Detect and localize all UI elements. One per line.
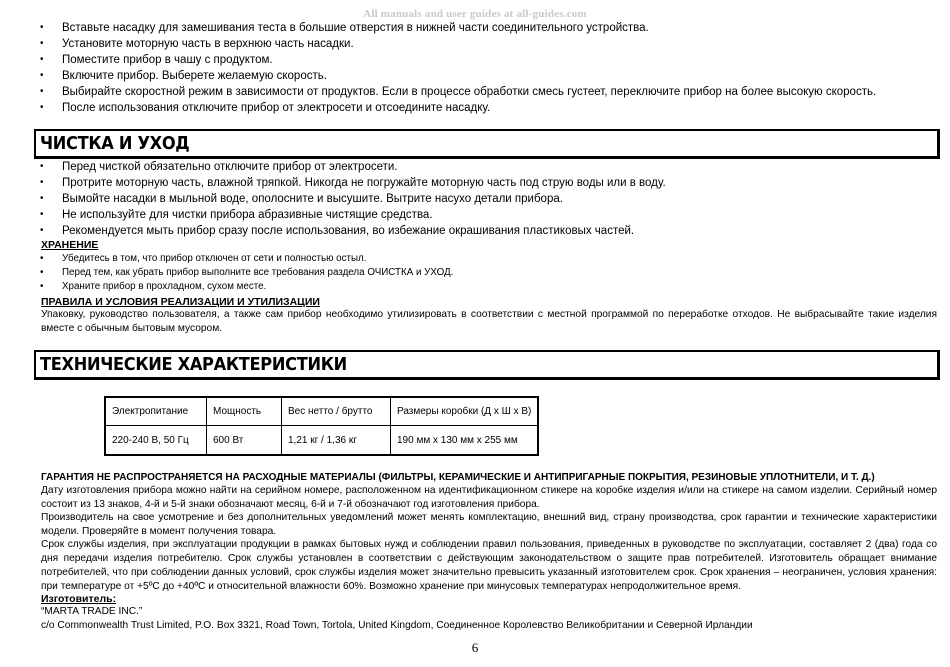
- list-item: • Убедитесь в том, что прибор отключен от сети и полностью остыл.: [40, 253, 367, 264]
- bullet-icon: •: [40, 281, 44, 292]
- list-item: • Перед тем, как убрать прибор выполните все требования раздела ОЧИСТКА и УХОД.: [40, 267, 454, 278]
- warranty-rights-text: Производитель на свое усмотрение и без дополнительных уведомлений может менять комплектацию, внешний вид, страну производства, срок гарантии и технические характеристики модели. Проверяйте в момент получения товара.: [41, 512, 937, 537]
- bullet-icon: •: [40, 267, 44, 278]
- table-header-cell: Мощность: [207, 397, 282, 426]
- list-item: • После использования отключите прибор от электросети и отсоедините насадку.: [40, 102, 491, 114]
- storage-list: [40, 252, 453, 294]
- bullet-icon: •: [40, 70, 44, 81]
- cleaning-list: [40, 159, 666, 239]
- bullet-icon: •: [40, 177, 44, 188]
- bullet-icon: •: [40, 193, 44, 204]
- watermark: All manuals and user guides at all-guides.com: [363, 8, 587, 20]
- list-item: • Поместите прибор в чашу с продуктом.: [40, 54, 273, 66]
- warranty-service-life-text: Срок службы изделия, при эксплуатации продукции в рамках бытовых нужд и соблюдении правил пользования, приведенных в руководстве по эксплуатации, составляет 2 (два) года со дня передачи изделия потребителю. Срок службы установлен в соответствии с действующим законодательством о защите прав потребителей. Изготовитель обращает внимание потребителей, что при соблюдении данных условий, срок службы изделия может значительно превысить указанный изготовителем срок. Срок хранения – неограничен, условия хранения: при температуре от +5ºC до +40ºC и относительной влажности 60%. Возможно хранение при минусовых температурах непродолжительное время.: [41, 539, 937, 592]
- table-header-cell: Электропитание: [105, 397, 207, 426]
- warranty-date-text: Дату изготовления прибора можно найти на серийном номере, расположенном на идентификационном стикере на коробке изделия и/или на стикере на самом изделии. Серийный номер состоит из 13 знаков, 4-й и 5-й знаки обозначают месяц, 6-й и 7-й обозначают год изготовления прибора.: [41, 485, 937, 510]
- page-number: 6: [471, 640, 479, 655]
- bullet-icon: •: [40, 54, 44, 65]
- list-item: • Протрите моторную часть, влажной тряпкой. Никогда не погружайте моторную часть под струю воды или в воду.: [40, 177, 666, 189]
- table-cell: 1,21 кг / 1,36 кг: [282, 426, 391, 456]
- storage-title: ХРАНЕНИЕ: [41, 239, 99, 251]
- table-row: [105, 426, 538, 456]
- list-item: • Включите прибор. Выберете желаемую скорость.: [40, 70, 327, 82]
- list-item: • Перед чисткой обязательно отключите прибор от электросети.: [40, 161, 398, 173]
- list-item: • Вымойте насадки в мыльной воде, ополосните и высушите. Вытрите насухо детали прибора.: [40, 193, 563, 205]
- disposal-text: Упаковку, руководство пользователя, а также сам прибор необходимо утилизировать в соответствии с местной программой по переработке отходов. Не выбрасывайте такие изделия вместе с обычным бытовым мусором.: [41, 309, 937, 334]
- manufacturer-address: c/o Commonwealth Trust Limited, P.O. Box 3321, Road Town, Tortola, United Kingdom, Соединенное Королевство Великобритании и Северной Ирландии: [41, 620, 753, 631]
- bullet-icon: •: [40, 22, 44, 33]
- cleaning-section-title: ЧИСТКА И УХОД: [34, 129, 940, 159]
- list-item: • Рекомендуется мыть прибор сразу после использования, во избежание окрашивания пластиковых частей.: [40, 225, 635, 237]
- bullet-icon: •: [40, 253, 44, 264]
- warranty-title: ГАРАНТИЯ НЕ РАСПРОСТРАНЯЕТСЯ НА РАСХОДНЫЕ МАТЕРИАЛЫ (ФИЛЬТРЫ, КЕРАМИЧЕСКИЕ И АНТИПРИГАРНЫЕ ПОКРЫТИЯ, РЕЗИНОВЫЕ УПЛОТНИТЕЛИ, И Т. Д.): [41, 472, 875, 483]
- table-row: [105, 397, 538, 426]
- table-header-cell: Размеры коробки (Д х Ш х В): [391, 397, 539, 426]
- bullet-icon: •: [40, 161, 44, 172]
- bullet-icon: •: [40, 38, 44, 49]
- specs-section-title: ТЕХНИЧЕСКИЕ ХАРАКТЕРИСТИКИ: [34, 350, 940, 380]
- usage-steps-list: [40, 20, 876, 116]
- table-cell: 600 Вт: [207, 426, 282, 456]
- list-item: • Храните прибор в прохладном, сухом месте.: [40, 281, 267, 292]
- bullet-icon: •: [40, 86, 44, 97]
- specs-table: [104, 396, 539, 456]
- table-header-cell: Вес нетто / брутто: [282, 397, 391, 426]
- list-item: • Вставьте насадку для замешивания теста в большие отверстия в нижней части соединительного устройства.: [40, 22, 649, 34]
- list-item: • Установите моторную часть в верхнюю часть насадки.: [40, 38, 354, 50]
- list-item: • Выбирайте скоростной режим в зависимости от продуктов. Если в процессе обработки смесь густеет, переключите прибор на более высокую скорость.: [40, 86, 877, 98]
- manufacturer-label: Изготовитель:: [41, 593, 117, 605]
- table-cell: 220-240 В, 50 Гц: [105, 426, 207, 456]
- disposal-title: ПРАВИЛА И УСЛОВИЯ РЕАЛИЗАЦИИ И УТИЛИЗАЦИИ: [41, 296, 320, 308]
- list-item: • Не используйте для чистки прибора абразивные чистящие средства.: [40, 209, 433, 221]
- table-cell: 190 мм х 130 мм х 255 мм: [391, 426, 539, 456]
- bullet-icon: •: [40, 225, 44, 236]
- bullet-icon: •: [40, 102, 44, 113]
- manufacturer-name: “MARTA TRADE INC.”: [41, 606, 143, 617]
- bullet-icon: •: [40, 209, 44, 220]
